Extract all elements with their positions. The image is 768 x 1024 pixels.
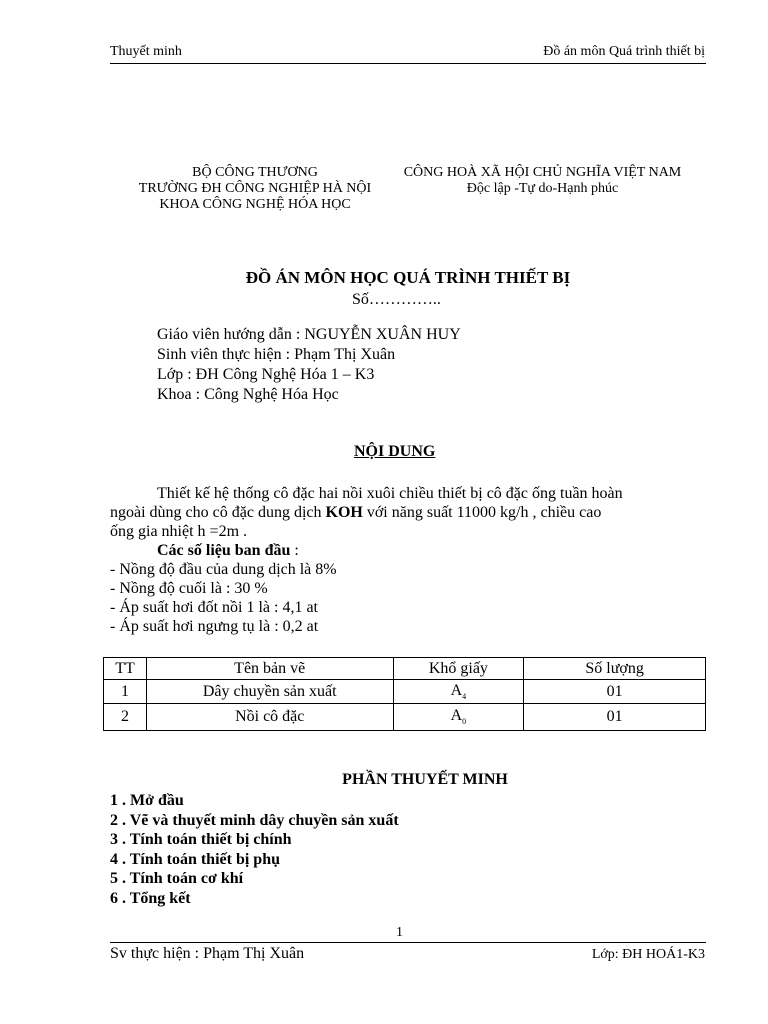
paper-size: A <box>450 681 463 699</box>
republic-line: CÔNG HOÀ XÃ HỘI CHỦ NGHĨA VIỆT NAM <box>403 165 682 180</box>
school-line: TRƯỜNG ĐH CÔNG NGHIỆP HÀ NỘI <box>138 181 372 196</box>
drawings-table <box>103 657 706 731</box>
ministry-line: BỘ CÔNG THƯƠNG <box>192 165 318 180</box>
name-cell: Nồi cô đặc <box>146 704 393 731</box>
info-block <box>157 325 461 405</box>
intro-text-tail: với năng suất 11000 kg/h , chiều cao <box>362 504 602 521</box>
table-row <box>104 704 706 731</box>
class-line: Lớp : ĐH Công Nghệ Hóa 1 – K3 <box>157 366 375 383</box>
section-item: 1 . Mở đầu <box>110 792 184 809</box>
header-rule <box>110 63 706 64</box>
tt-cell: 2 <box>104 704 147 731</box>
explanation-heading: PHẦN THUYẾT MINH <box>342 771 508 788</box>
param-item: - Áp suất hơi đốt nồi 1 là : 4,1 at <box>110 599 318 616</box>
footer-left: Sv thực hiện : Phạm Thị Xuân <box>110 945 305 962</box>
section-item: 4 . Tính toán thiết bị phụ <box>110 850 280 868</box>
section-item: 3 . Tính toán thiết bị chính <box>110 831 292 848</box>
document-title: ĐỒ ÁN MÔN HỌC QUÁ TRÌNH THIẾT BỊ <box>245 268 571 287</box>
header-cell: TT <box>104 658 147 680</box>
param-item: - Áp suất hơi ngưng tụ là : 0,2 at <box>110 618 319 635</box>
param-item: - Nồng độ đầu của dung dịch là 8% <box>110 561 337 578</box>
section-item: 5 . Tính toán cơ khí <box>110 870 244 887</box>
faculty-info-line: Khoa : Công Nghệ Hóa Học <box>157 386 339 403</box>
paper-size: A <box>450 707 463 725</box>
params-list <box>110 560 337 636</box>
header-cell: Số lượng <box>524 658 706 680</box>
explanation-list <box>110 791 399 908</box>
header-cell: Tên bản vẽ <box>146 658 393 680</box>
paper-cell <box>393 704 524 731</box>
header-cell: Khổ giấy <box>393 658 524 680</box>
name-cell: Dây chuyền sản xuất <box>146 680 393 704</box>
table-row <box>104 680 706 704</box>
intro-line-3: ống gia nhiệt h =2m . <box>110 523 248 540</box>
tt-cell: 1 <box>104 680 147 704</box>
initial-data-colon: : <box>290 542 299 559</box>
republic-block <box>380 165 705 197</box>
intro-line-1: Thiết kế hệ thống cô đặc hai nồi xuôi chiều thiết bị cô đặc ống tuần hoàn <box>157 485 623 502</box>
motto-line: Độc lập -Tự do-Hạnh phúc <box>466 181 619 196</box>
initial-data-label: Các số liệu ban đầu <box>157 542 291 559</box>
section-item: 2 . Vẽ và thuyết minh dây chuyền sản xuất <box>110 811 399 829</box>
table-header-row <box>104 658 706 680</box>
qty-cell: 01 <box>524 704 706 731</box>
header-right: Đồ án môn Quá trình thiết bị <box>543 44 705 59</box>
supervisor-line: Giáo viên hướng dẫn : NGUYỄN XUÂN HUY <box>157 326 461 343</box>
student-line: Sinh viên thực hiện : Phạm Thị Xuân <box>157 346 396 363</box>
content-heading: NỘI DUNG <box>354 443 436 460</box>
header-left: Thuyết minh <box>110 44 182 59</box>
paper-size-sub: 4 <box>462 692 467 702</box>
section-item: 6 . Tổng kết <box>110 889 191 907</box>
initial-data-heading <box>157 541 299 560</box>
param-item: - Nồng độ cuối là : 30 % <box>110 580 268 597</box>
qty-cell: 01 <box>524 680 706 704</box>
paper-size-sub: 0 <box>462 717 467 727</box>
document-number: Số………….. <box>352 291 441 308</box>
page-number: 1 <box>396 925 403 940</box>
intro-text: ngoài dùng cho cô đặc dung dịch <box>110 504 326 521</box>
ministry-block <box>110 165 400 213</box>
faculty-line: KHOA CÔNG NGHỆ HÓA HỌC <box>159 197 351 212</box>
footer-rule <box>110 942 706 943</box>
koh-label: KOH <box>325 504 363 521</box>
paper-cell <box>393 680 524 704</box>
footer-right: Lớp: ĐH HOÁ1-K3 <box>591 947 705 962</box>
intro-line-2 <box>110 503 601 522</box>
